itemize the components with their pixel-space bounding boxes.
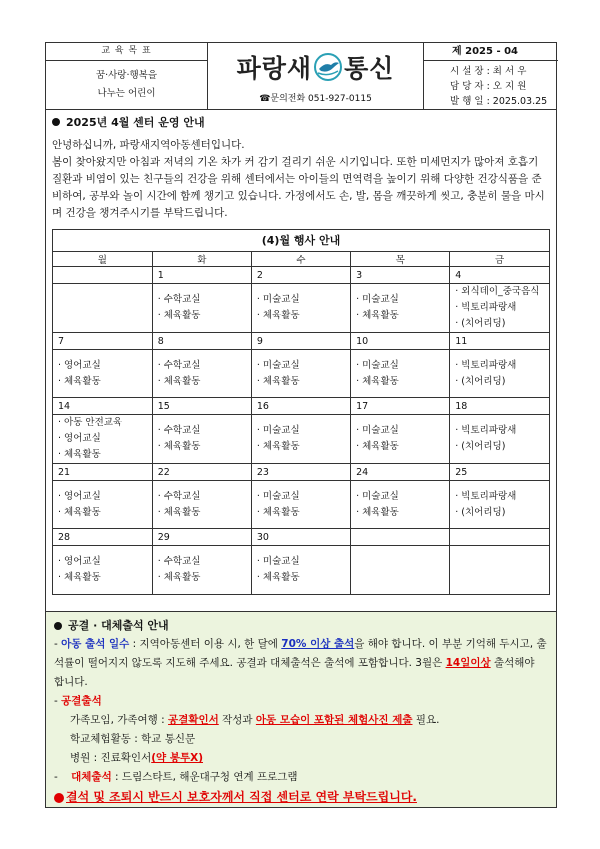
activity-item: · 체육활동: [356, 505, 444, 521]
activity-item: · 체육활동: [356, 374, 444, 390]
activity-item: · 미술교실: [356, 292, 444, 308]
contact-phone: ☎문의전화 051-927-0115: [259, 93, 372, 104]
activity-item: · 체육활동: [356, 439, 444, 455]
activity-row: [53, 546, 549, 594]
activity-item: · 빅토리파랑새: [455, 423, 544, 439]
family-label: 가족모임, 가족여행 :: [70, 714, 169, 726]
activity-item: · 영어교실: [58, 554, 147, 570]
march-days: 14일이상: [445, 657, 491, 669]
newsletter-page: [45, 42, 557, 808]
day-activities: [251, 546, 350, 594]
date-number: 3: [351, 267, 450, 284]
goal-label: 교 육 목 표: [46, 43, 207, 61]
red-bullet-icon: [54, 793, 64, 803]
day-activities: [251, 415, 350, 464]
activity-item: · 체육활동: [158, 374, 246, 390]
hospital-extra: (약 봉투X): [151, 752, 203, 764]
activity-item: · 수학교실: [158, 489, 246, 505]
weekday-header: 화: [152, 252, 251, 267]
date-number: 21: [53, 464, 152, 481]
day-activities: [450, 546, 549, 594]
goal-motto: [46, 61, 207, 109]
date-number: 4: [450, 267, 549, 284]
activity-item: · 체육활동: [158, 505, 246, 521]
day-activities: [53, 481, 152, 529]
director-name: 시 설 장 : 최 서 우: [450, 66, 527, 77]
activity-item: · 미술교실: [257, 489, 345, 505]
alt-label: 대체출석: [71, 771, 112, 783]
day-activities: [53, 350, 152, 398]
activity-row: [53, 284, 549, 333]
activity-item: · 체육활동: [257, 308, 345, 324]
date-number: [53, 267, 152, 284]
activity-item: · 영어교실: [58, 431, 147, 447]
date-number: 22: [152, 464, 251, 481]
day-activities: [53, 546, 152, 594]
activity-item: · 미술교실: [356, 489, 444, 505]
newsletter-logo-box: [208, 43, 424, 109]
issue-date: 발 행 일 : 2025.03.25: [450, 96, 548, 107]
activity-item: · 빅토리파랑새: [455, 489, 544, 505]
activity-item: · (치어리딩): [455, 374, 544, 390]
motto-line-2: 나누는 어린이: [97, 88, 156, 99]
date-number: 25: [450, 464, 549, 481]
school-line: 학교체험활동 : 학교 통신문: [70, 733, 196, 745]
bullet-icon: [54, 622, 62, 630]
weekday-header-row: [53, 252, 549, 267]
date-number: 29: [152, 529, 251, 546]
activity-item: · 미술교실: [257, 292, 345, 308]
activity-row: [53, 481, 549, 529]
final-request: [54, 788, 548, 807]
day-activities: [53, 415, 152, 464]
family-photo: 아동 모습이 포함된 체험사진 제출: [255, 714, 413, 726]
activity-item: · 미술교실: [356, 423, 444, 439]
activity-item: · (치어리딩): [455, 505, 544, 521]
logo-text-left: 파랑새: [236, 53, 313, 83]
activity-item: · 체육활동: [58, 447, 147, 463]
date-number: 16: [251, 398, 350, 415]
activity-item: · 외식데이_중국음식: [455, 284, 544, 300]
date-number: 8: [152, 333, 251, 350]
attendance-title-text: 공결 · 대체출석 안내: [68, 619, 169, 632]
family-end: 필요.: [412, 714, 440, 726]
date-number: 1: [152, 267, 251, 284]
date-number: 14: [53, 398, 152, 415]
day-activities: [53, 284, 152, 333]
operation-notice-section: [45, 110, 557, 612]
notice-title: [52, 114, 550, 130]
education-goal-box: [46, 43, 208, 109]
newsletter-header: [45, 42, 557, 110]
bluebird-icon: [313, 52, 343, 82]
weekday-header: 월: [53, 252, 152, 267]
activity-item: · 체육활동: [158, 570, 246, 586]
activity-item: · 체육활동: [158, 308, 246, 324]
rate-text-3: 출석해야 합니다.: [54, 657, 535, 688]
activity-item: · 수학교실: [158, 358, 246, 374]
activity-item: · 체육활동: [257, 570, 345, 586]
family-line: [54, 711, 548, 730]
day-activities: [251, 350, 350, 398]
date-number: 10: [351, 333, 450, 350]
activity-item: · 체육활동: [257, 439, 345, 455]
family-doc: 공결확인서: [168, 714, 219, 726]
date-number: 18: [450, 398, 549, 415]
alternative-line: - 대체출석 : 드림스타트, 해운대구청 연계 프로그램: [54, 771, 298, 783]
rate-text-2: 을 해야 합니다. 이 부분 기억해 두시고, 출석률이 떨어지지 않도록 지도해 주세요. 공결과 대체출석은 출석에 포함합니다. 3월은: [54, 638, 547, 669]
date-number: 30: [251, 529, 350, 546]
day-activities: [152, 481, 251, 529]
newsletter-logo: [237, 49, 395, 85]
notice-body: 봄이 찾아왔지만 아침과 저녁의 기온 차가 커 감기 걸리기 쉬운 시기입니다. 또한 미세먼지가 많아져 호흡기 질환과 비염이 있는 친구들의 건강을 위해 센터에서는 아이들의 면역력을 높이기 위해 다양한 건강식품을 준비하여, 공부와 놀이 시간에 함께 챙기고 있습니다. 가정에서도 손, 발, 몸을 깨끗하게 씻고, 충분히 물을 마시며 건강을 챙겨주시기를 부탁드립니다.: [52, 156, 545, 219]
rate-text-1: : 지역아동센터 이용 시, 한 달에: [129, 638, 282, 650]
day-activities: [251, 481, 350, 529]
activity-item: · (치어리딩): [455, 316, 544, 332]
activity-item: · 체육활동: [58, 505, 147, 521]
day-activities: [450, 350, 549, 398]
calendar-title: (4)월 행사 안내: [53, 230, 549, 252]
activity-item: · 미술교실: [257, 554, 345, 570]
date-number-row: [53, 529, 549, 546]
day-activities: [351, 284, 450, 333]
final-request-text: 결석 및 조퇴시 반드시 보호자께서 직접 센터로 연락 부탁드립니다.: [66, 790, 417, 804]
date-number-row: [53, 333, 549, 350]
event-calendar: [52, 229, 550, 595]
rate-value: 70% 이상 출석: [281, 638, 355, 650]
day-activities: [450, 481, 549, 529]
activity-item: · 체육활동: [257, 374, 345, 390]
attendance-title: [54, 616, 548, 635]
date-number: 23: [251, 464, 350, 481]
activity-item: · 빅토리파랑새: [455, 358, 544, 374]
activity-item: · (치어리딩): [455, 439, 544, 455]
date-number: [450, 529, 549, 546]
date-number-row: [53, 267, 549, 284]
activity-item: · 체육활동: [58, 570, 147, 586]
logo-text-right: 통신: [344, 53, 395, 83]
day-activities: [152, 350, 251, 398]
activity-item: · 빅토리파랑새: [455, 300, 544, 316]
day-activities: [450, 415, 549, 464]
day-activities: [351, 415, 450, 464]
bullet-icon: [52, 118, 60, 126]
date-number: 17: [351, 398, 450, 415]
day-activities: [152, 284, 251, 333]
hospital-line: [54, 749, 548, 768]
date-number: 2: [251, 267, 350, 284]
activity-item: · 체육활동: [356, 308, 444, 324]
notice-greeting: 안녕하십니까, 파랑새지역아동센터입니다.: [52, 139, 245, 151]
activity-item: · 수학교실: [158, 554, 246, 570]
activity-item: · 수학교실: [158, 423, 246, 439]
date-number: [351, 529, 450, 546]
activity-item: · 아동 안전교육: [58, 415, 147, 431]
activity-item: · 영어교실: [58, 358, 147, 374]
date-number-row: [53, 464, 549, 481]
activity-item: · 체육활동: [58, 374, 147, 390]
excused-heading: - 공결출석: [54, 695, 102, 707]
activity-row: [53, 350, 549, 398]
day-activities: [152, 546, 251, 594]
calendar-table: [53, 252, 549, 594]
day-activities: [152, 415, 251, 464]
activity-item: · 영어교실: [58, 489, 147, 505]
weekday-header: 수: [251, 252, 350, 267]
rate-label: 아동 출석 일수: [61, 638, 130, 650]
day-activities: [351, 546, 450, 594]
day-activities: [251, 284, 350, 333]
attendance-rate-paragraph: - 아동 출석 일수 : 지역아동센터 이용 시, 한 달에 70% 이상 출석을 해야 합니다. 이 부분 기억해 두시고, 출석률이 떨어지지 않도록 지도해 주세요. 공결과 대체출석은 출석에 포함합니다. 3월은 14일이상 출석해야 합니다.: [54, 638, 547, 688]
attendance-section: [45, 612, 557, 808]
motto-line-1: 꿈·사랑·행복을: [95, 70, 158, 81]
date-number: 28: [53, 529, 152, 546]
date-number: 24: [351, 464, 450, 481]
date-number: 7: [53, 333, 152, 350]
date-number: 15: [152, 398, 251, 415]
weekday-header: 목: [351, 252, 450, 267]
excused-label: 공결출석: [61, 695, 102, 707]
manager-name: 담 당 자 : 오 지 원: [450, 81, 527, 92]
weekday-header: 금: [450, 252, 549, 267]
day-activities: [351, 481, 450, 529]
activity-item: · 미술교실: [356, 358, 444, 374]
issue-meta: [424, 61, 558, 109]
hospital-label: 병원 : 진료확인서: [70, 752, 152, 764]
alt-text: : 드림스타트, 해운대구청 연계 프로그램: [111, 771, 298, 783]
notice-title-text: 2025년 4월 센터 운영 안내: [66, 116, 205, 129]
day-activities: [450, 284, 549, 333]
activity-item: · 미술교실: [257, 358, 345, 374]
day-activities: [351, 350, 450, 398]
activity-row: [53, 415, 549, 464]
activity-item: · 체육활동: [257, 505, 345, 521]
activity-item: · 체육활동: [158, 439, 246, 455]
issue-info-box: [424, 43, 558, 109]
activity-item: · 미술교실: [257, 423, 345, 439]
date-number: 9: [251, 333, 350, 350]
issue-number: 제 2025 - 04: [424, 43, 558, 61]
family-mid: 작성과: [218, 714, 256, 726]
date-number-row: [53, 398, 549, 415]
date-number: 11: [450, 333, 549, 350]
activity-item: · 수학교실: [158, 292, 246, 308]
